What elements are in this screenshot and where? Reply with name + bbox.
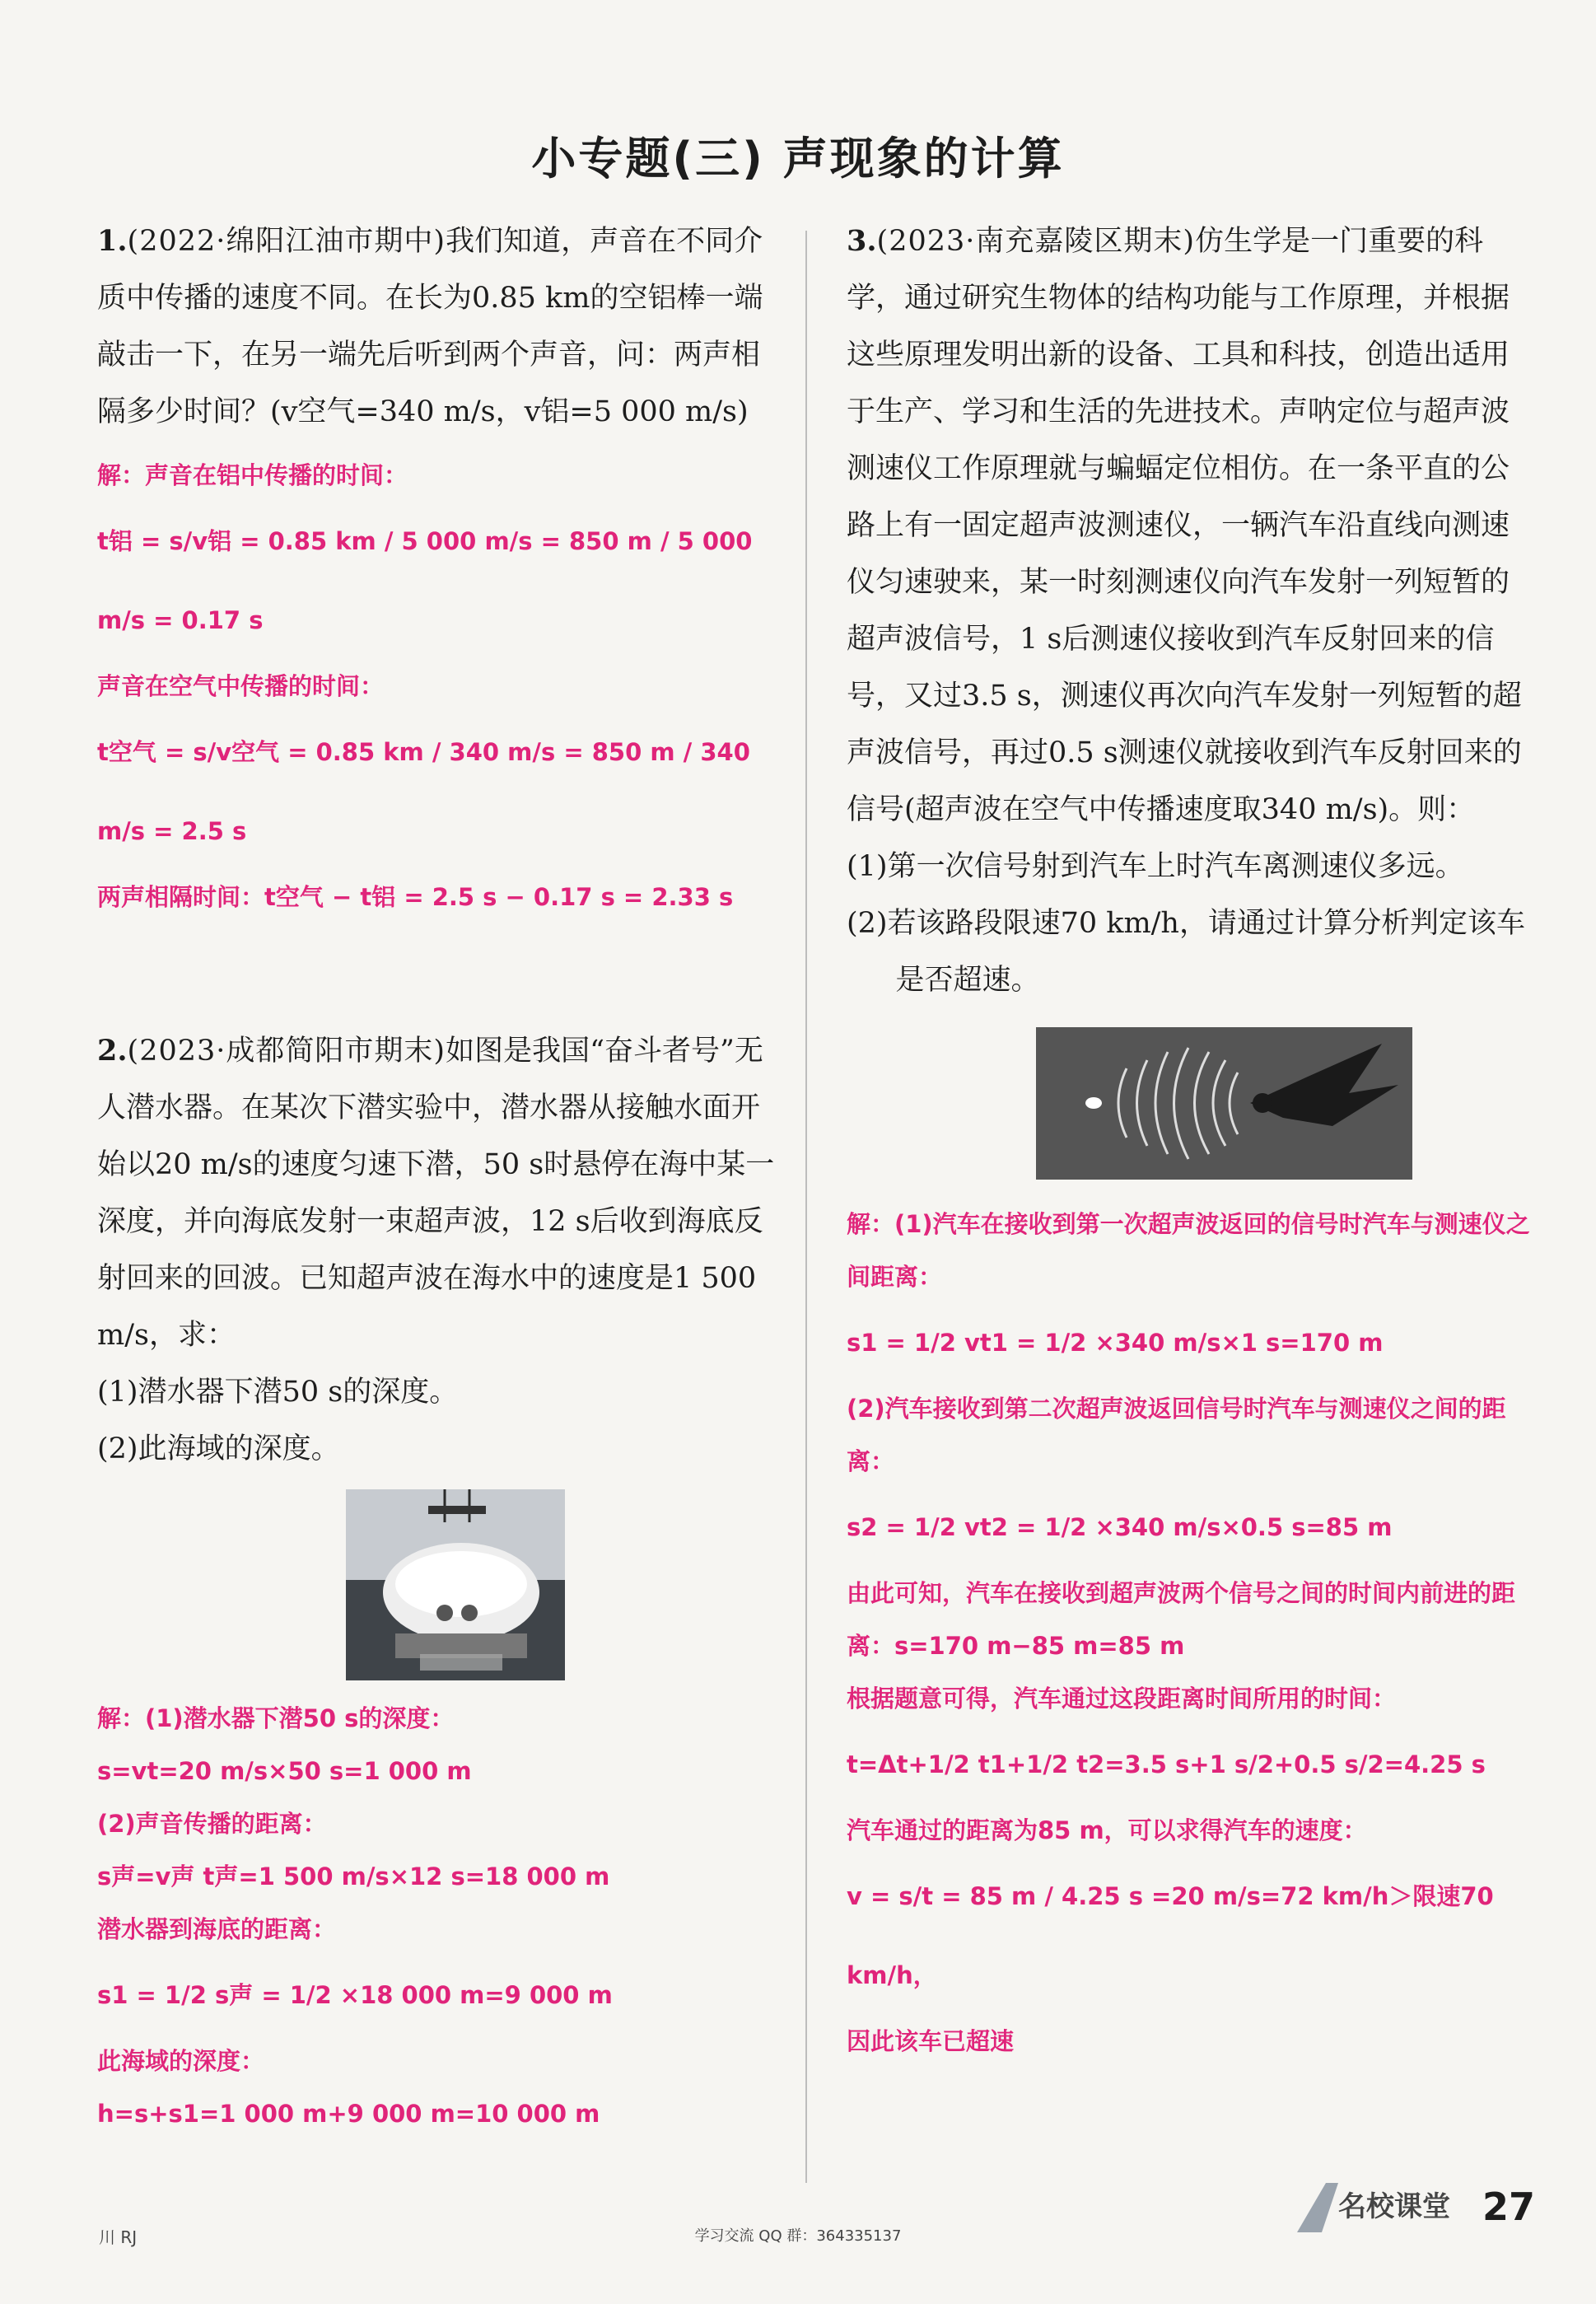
solution-line: s1 = 1/2 vt1 = 1/2 ×340 m/s×1 s=170 m [847, 1329, 1384, 1357]
footer-edition: 川 RJ [99, 2227, 138, 2247]
solution-line: 声音在空气中传播的时间： [97, 672, 385, 700]
solution-line: h=s+s1=1 000 m+9 000 m=10 000 m [97, 2100, 600, 2128]
question-3 [847, 213, 1530, 839]
brand-logo [1289, 2175, 1478, 2241]
solution-line: s声=v声 t声=1 500 m/s×12 s=18 000 m [97, 1862, 610, 1890]
question-2-part-1: (1)潜水器下潜50 s的深度。 [97, 1376, 459, 1409]
solution-line: 两声相隔时间：t空气 − t铝 = 2.5 s − 0.17 s = 2.33 s [97, 883, 734, 911]
question-2-source: (2023·成都简阳市期末) [127, 1035, 446, 1068]
solution-line: v = s/t = 85 m / 4.25 s =20 m/s=72 km/h＞限速70 km/h， [847, 1882, 1494, 1989]
right-column [847, 213, 1530, 2068]
question-2-number: 2. [97, 1034, 128, 1068]
question-1-text: 我们知道，声音在不同介质中传播的速度不同。在长为0.85 km的空铝棒一端敲击一下，在另一端先后听到两个声音，问：两声相隔多少时间？(v空气=340 m/s，v铝=5 000 m/s) [97, 225, 763, 428]
solution-line: 解：(1)汽车在接收到第一次超声波返回的信号时汽车与测速仪之间距离： [847, 1210, 1530, 1291]
bat-echolocation-image [1036, 1027, 1412, 1180]
question-3-source: (2023·南充嘉陵区期末) [876, 225, 1196, 258]
question-2 [97, 1022, 781, 1364]
question-1-number: 1. [97, 224, 128, 258]
question-1-source: (2022·绵阳江油市期中) [127, 225, 446, 258]
column-divider [805, 231, 807, 2183]
page-title: 小专题(三) 声现象的计算 [531, 133, 1065, 185]
question-3-solution [847, 1198, 1530, 2068]
question-2-text: 如图是我国“奋斗者号”无人潜水器。在某次下潜实验中，潜水器从接触水面开始以20 m/s的速度匀速下潜，50 s时悬停在海中某一深度，并向海底发射一束超声波，12 s后收到海底反射回来的回波。已知超声波在海水中的速度是1 500 m/s，求： [97, 1035, 775, 1352]
question-2-part-2: (2)此海域的深度。 [97, 1432, 340, 1465]
solution-line: t空气 = s/v空气 = 0.85 km / 340 m/s = 850 m / 340 m/s = 2.5 s [97, 738, 750, 845]
solution-line: (2)声音传播的距离： [97, 1810, 327, 1838]
solution-line: 此海域的深度： [97, 2047, 265, 2075]
page-number: 27 [1482, 2185, 1536, 2229]
left-column [97, 213, 781, 2140]
solution-line: t=Δt+1/2 t1+1/2 t2=3.5 s+1 s/2+0.5 s/2=4.25 s [847, 1750, 1486, 1778]
solution-line: 汽车通过的距离为85 m，可以求得汽车的速度： [847, 1816, 1367, 1844]
question-3-number: 3. [847, 224, 877, 258]
svg-text:名校课堂: 名校课堂 [1338, 2190, 1450, 2223]
question-3-text: 仿生学是一门重要的科学，通过研究生物体的结构功能与工作原理，并根据这些原理发明出新的设备、工具和科技，创造出适用于生产、学习和生活的先进技术。声呐定位与超声波测速仪工作原理就与蝙蝠定位相仿。在一条平直的公路上有一固定超声波测速仪，一辆汽车沿直线向测速仪匀速驶来，某一时刻测速仪向汽车发射一列短暂的超声波信号，1 s后测速仪接收到汽车反射回来的信号，又过3.5 s，测速仪再次向汽车发射一列短暂的超声波信号，再过0.5 s测速仪就接收到汽车反射回来的信号(超声波在空气中传播速度取340 m/s)。则： [847, 225, 1522, 826]
question-1 [97, 213, 781, 441]
question-2-solution [97, 1692, 781, 2140]
solution-line: 潜水器到海底的距离： [97, 1915, 337, 1943]
solution-line: 根据题意可得，汽车通过这段距离时间所用的时间： [847, 1685, 1397, 1713]
solution-line: s2 = 1/2 vt2 = 1/2 ×340 m/s×0.5 s=85 m [847, 1513, 1393, 1541]
solution-line: 解：声音在铝中传播的时间： [97, 461, 408, 489]
solution-line: t铝 = s/v铝 = 0.85 km / 5 000 m/s = 850 m / 5 000 m/s = 0.17 s [97, 527, 753, 634]
footer-qq-group: 学习交流 QQ 群：364335137 [694, 2227, 902, 2245]
submersible-photo [346, 1489, 565, 1680]
solution-line: 由此可知，汽车在接收到超声波两个信号之间的时间内前进的距离：s=170 m−85 m=85 m [847, 1579, 1516, 1660]
solution-line: (2)汽车接收到第二次超声波返回信号时汽车与测速仪之间的距离： [847, 1395, 1506, 1475]
solution-line: s=vt=20 m/s×50 s=1 000 m [97, 1757, 472, 1785]
solution-line: s1 = 1/2 s声 = 1/2 ×18 000 m=9 000 m [97, 1981, 613, 2009]
question-1-solution [97, 449, 781, 923]
solution-line: 解：(1)潜水器下潜50 s的深度： [97, 1704, 455, 1732]
question-3-part-1: (1)第一次信号射到汽车上时汽车离测速仪多远。 [847, 850, 1464, 883]
question-3-part-2: (2)若该路段限速70 km/h，请通过计算分析判定该车是否超速。 [847, 907, 1525, 997]
solution-line: 因此该车已超速 [847, 2027, 1015, 2055]
